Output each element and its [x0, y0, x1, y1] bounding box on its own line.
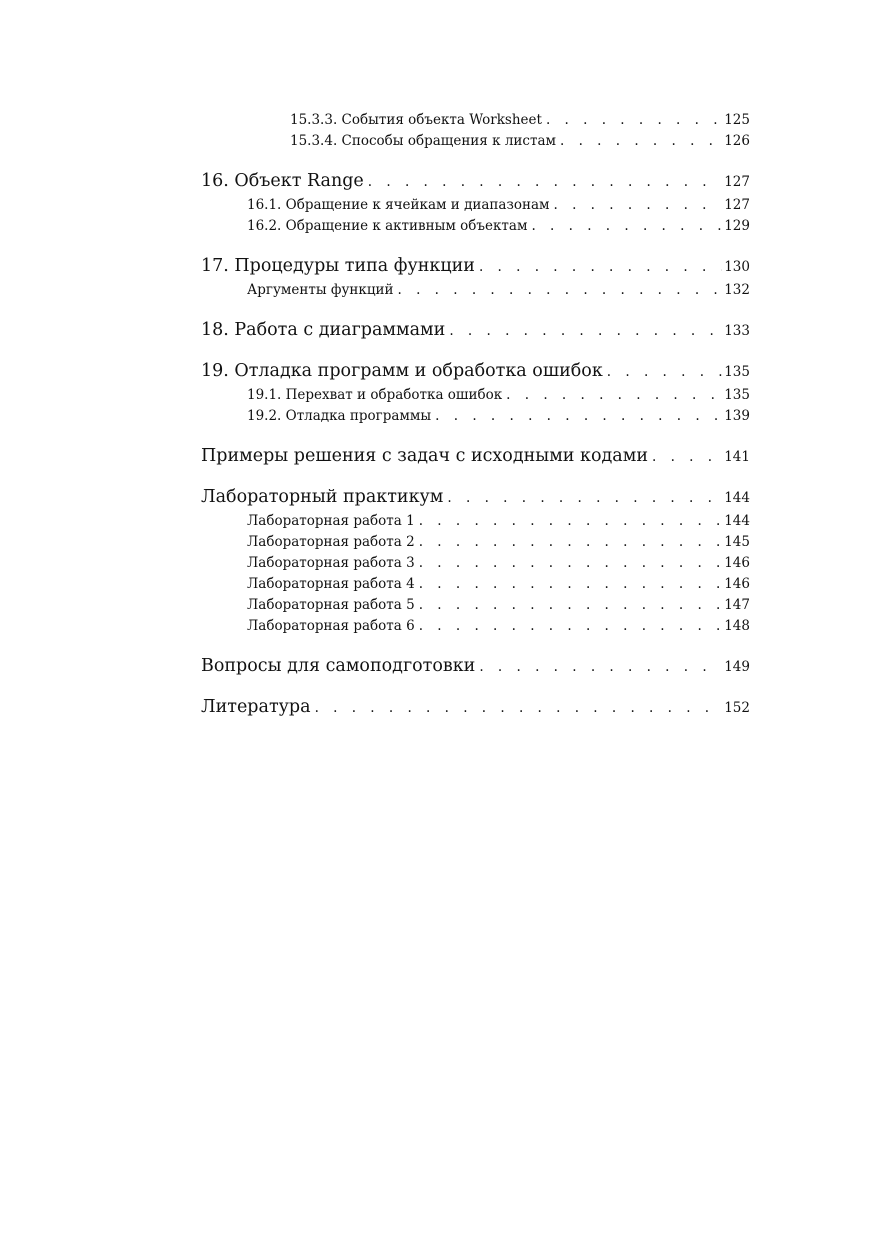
dot-leader [419, 553, 723, 574]
dot-leader [652, 446, 722, 468]
toc-entry-page: 144 [724, 490, 750, 506]
toc-entry-title: 15.3.3. События объекта Worksheet [290, 112, 542, 128]
toc-entry-title: Лабораторная работа 6 [247, 618, 415, 634]
dot-leader [315, 697, 723, 719]
toc-entry-title: Лабораторная работа 2 [247, 534, 415, 550]
toc-entry-title: Примеры решения с задач с исходными кодами [201, 446, 648, 466]
dot-leader [435, 406, 722, 427]
dot-leader [531, 216, 722, 237]
toc-entry-lab-practicum[interactable] [201, 486, 750, 509]
toc-entry-page: 141 [724, 449, 750, 465]
toc-entry-page: 135 [724, 387, 750, 403]
toc-entry-page: 133 [724, 323, 750, 339]
toc-entry-page: 126 [724, 133, 750, 149]
toc-entry-examples[interactable] [201, 445, 750, 468]
toc-entry-title: 18. Работа с диаграммами [201, 320, 446, 340]
toc-entry-lab-5[interactable] [201, 595, 750, 616]
toc-entry-lab-6[interactable] [201, 616, 750, 637]
dot-leader [449, 320, 722, 342]
toc-entry-title: 15.3.4. Способы обращения к листам [290, 133, 556, 149]
toc-entry-page: 139 [724, 408, 750, 424]
toc-entry-19[interactable] [201, 360, 750, 383]
toc-entry-title: 16.2. Обращение к активным объектам [247, 218, 528, 234]
toc-entry-page: 144 [724, 513, 750, 529]
toc-entry-lab-3[interactable] [201, 553, 750, 574]
dot-leader [419, 574, 723, 595]
toc-entry-page: 130 [724, 259, 750, 275]
toc-entry-page: 148 [724, 618, 750, 634]
toc-entry-page: 145 [724, 534, 750, 550]
toc-entry-title: Лабораторный практикум [201, 487, 444, 507]
toc-entry-15-3-3[interactable] [201, 110, 750, 131]
toc-entry-18[interactable] [201, 319, 750, 342]
toc-entry-19-1[interactable] [201, 385, 750, 406]
dot-leader [398, 280, 723, 301]
toc-entry-lab-1[interactable] [201, 511, 750, 532]
toc-entry-page: 127 [724, 197, 750, 213]
dot-leader [554, 195, 723, 216]
toc-entry-lab-2[interactable] [201, 532, 750, 553]
toc-entry-page: 149 [724, 659, 750, 675]
dot-leader [419, 595, 723, 616]
toc-entry-title: 16. Объект Range [201, 171, 364, 191]
toc-entry-lab-4[interactable] [201, 574, 750, 595]
toc-entry-17[interactable] [201, 255, 750, 278]
toc-entry-16-1[interactable] [201, 195, 750, 216]
toc-entry-self-check-questions[interactable] [201, 655, 750, 678]
toc-entry-title: 17. Процедуры типа функции [201, 256, 475, 276]
dot-leader [419, 532, 723, 553]
toc-entry-title: Лабораторная работа 4 [247, 576, 415, 592]
dot-leader [368, 171, 722, 193]
toc-entry-title: Аргументы функций [247, 282, 394, 298]
toc-entry-title: Лабораторная работа 5 [247, 597, 415, 613]
toc-entry-page: 132 [724, 282, 750, 298]
dot-leader [419, 511, 723, 532]
dot-leader [419, 616, 723, 637]
toc-entry-page: 146 [724, 576, 750, 592]
toc-entry-literature[interactable] [201, 696, 750, 719]
dot-leader [607, 361, 722, 383]
dot-leader [506, 385, 722, 406]
toc-entry-title: 19.1. Перехват и обработка ошибок [247, 387, 503, 403]
toc-entry-title: Лабораторная работа 3 [247, 555, 415, 571]
dot-leader [479, 256, 722, 278]
toc-entry-16[interactable] [201, 170, 750, 193]
toc-entry-15-3-4[interactable] [201, 131, 750, 152]
dot-leader [546, 110, 722, 131]
toc-entry-title: Лабораторная работа 1 [247, 513, 415, 529]
toc-entry-17-args[interactable] [201, 280, 750, 301]
toc-entry-title: 19. Отладка программ и обработка ошибок [201, 361, 603, 381]
toc-entry-page: 127 [724, 174, 750, 190]
toc-entry-19-2[interactable] [201, 406, 750, 427]
table-of-contents [201, 110, 750, 719]
toc-entry-page: 152 [724, 700, 750, 716]
toc-entry-page: 125 [724, 112, 750, 128]
toc-entry-title: 19.2. Отладка программы [247, 408, 432, 424]
toc-entry-page: 147 [724, 597, 750, 613]
dot-leader [560, 131, 722, 152]
dot-leader [447, 487, 722, 509]
toc-entry-title: 16.1. Обращение к ячейкам и диапазонам [247, 197, 550, 213]
toc-entry-page: 146 [724, 555, 750, 571]
toc-entry-page: 135 [724, 364, 750, 380]
toc-entry-title: Литература [201, 697, 311, 717]
toc-entry-16-2[interactable] [201, 216, 750, 237]
toc-entry-title: Вопросы для самоподготовки [201, 656, 476, 676]
toc-entry-page: 129 [724, 218, 750, 234]
dot-leader [479, 656, 722, 678]
